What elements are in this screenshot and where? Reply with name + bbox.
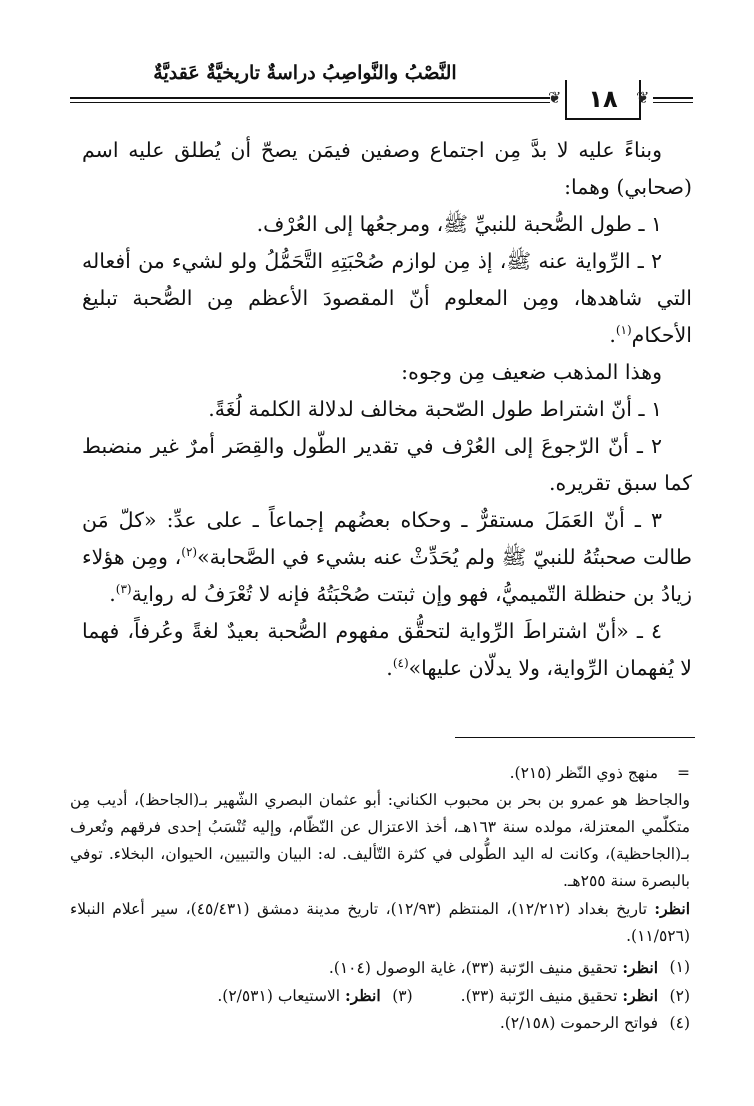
paragraph: وبناءً عليه لا بدَّ مِن اجتماع وصفين فيمَن يصحّ أن يُطلق عليه اسم (صحابي) وهما: [82, 138, 692, 199]
page-number-box [565, 80, 641, 120]
paragraph-text: ٣ ـ أنّ العَمَلَ مستقرٌّ ـ وحكاه بعضُهم إجماعاً ـ على عدِّ: «كلّ مَن طالت صحبتُهُ للنبيّ ﷺ ولم يُحَدِّثْ عنه بشيء في الصَّحابة» [82, 508, 692, 569]
punctuation: . [109, 582, 116, 606]
footnote-3 [217, 982, 412, 1010]
footnote-marker: (١) [615, 323, 632, 338]
paragraph [82, 243, 692, 354]
paragraph-text: ٤ ـ «أنّ اشتراطَ الرِّواية لتحقُّق مفهوم الصُّحبة بعيدٌ لغةً وعُرفاً، فهما لا يُفهمان الرِّواية، ولا يدلّان عليها» [82, 619, 692, 680]
see-label: انظر: [622, 958, 658, 977]
footnote-row [70, 982, 690, 1010]
page-header [70, 62, 690, 122]
paragraph: ١ ـ أنّ اشتراط طول الصّحبة مخالف لدلالة الكلمة لُغَةً. [208, 397, 662, 421]
paragraph: ١ ـ طول الصُّحبة للنبيِّ ﷺ، ومرجعُها إلى العُرْف. [256, 212, 662, 236]
footnote-text: تاريخ بغداد (١٢/٢١٢)، المنتظم (١٢/٩٣)، تاريخ مدينة دمشق (٤٥/٤٣١)، سير أعلام النبلاء (١١/٥٢٦). [70, 900, 690, 945]
page-number: ١٨ [588, 85, 618, 113]
paragraph [82, 613, 692, 687]
footnotes [70, 760, 690, 1037]
footnote-marker: (٢) [181, 545, 198, 560]
footnote-number: (٤) [669, 1014, 690, 1032]
punctuation: . [609, 323, 616, 347]
footnote-text: الاستيعاب (٢/٥٣١). [217, 987, 346, 1005]
ornament-icon: ❦ [548, 88, 562, 107]
paragraph: ٢ ـ أنّ الرّجوعَ إلى العُرْف في تقدير الطّول والقِصَر أمرٌ غير منضبط كما سبق تقريره. [82, 434, 692, 495]
paragraph: وهذا المذهب ضعيف مِن وجوه: [401, 360, 662, 384]
footnote-number: (٣) [392, 987, 413, 1005]
header-tail-rule [653, 97, 693, 99]
footnote-4 [70, 1010, 690, 1037]
footnote-text: تحقيق منيف الرّتبة (٣٣). [460, 987, 623, 1005]
footnote-marker: (٣) [115, 582, 132, 597]
footnote-refs [70, 895, 690, 950]
punctuation: . [386, 656, 393, 680]
footnote-text: فواتح الرحموت (٢/١٥٨). [499, 1014, 658, 1032]
see-label: انظر: [622, 986, 658, 1005]
running-title: النَّصْبُ والنَّواصِبُ دراسةٌ تاريخيَّةٌ عَقديَّةٌ [153, 62, 457, 84]
footnote-1 [70, 954, 690, 982]
main-text [82, 132, 692, 687]
footnote-number: (١) [669, 958, 690, 976]
see-label: انظر: [345, 986, 381, 1005]
paragraph-text: ٢ ـ الرِّواية عنه ﷺ، إذ مِن لوازم صُحْبَتِهِ التَّحَمُّلُ ولو لشيء من أفعاله التي شاهدها، ومِن المعلوم أنّ المقصودَ الأعظم مِن الصُّحبة تبليغ الأحكام [82, 249, 692, 347]
paragraph [82, 502, 692, 613]
footnote-text: تحقيق منيف الرّتبة (٣٣)، غاية الوصول (١٠٤). [328, 959, 623, 977]
see-label: انظر: [654, 899, 690, 918]
footnote-continuation [70, 760, 690, 787]
footnote-text: منهج ذوي النّظر (٢١٥). [509, 764, 658, 782]
paragraph-text: ، ومِن هؤلاء زيادُ بن حنظلة التّميميُّ، فهو وإن ثبتت صُحْبَتُهُ فإنه لا تُعْرَفُ له رواية [82, 545, 692, 606]
header-rule [70, 97, 550, 99]
header-rule-thin [70, 102, 550, 103]
header-tail-rule-thin [653, 102, 693, 103]
footnote-text: والجاحظ هو عمرو بن بحر بن محبوب الكناني: أبو عثمان البصري الشّهير بـ(الجاحظ)، أديب مِن متكلّمي المعتزلة، مولده سنة ١٦٣هـ، أخذ الاعتزال عن النّظّام، وإليه تُنْسَبُ إحدى فرقهم وتُعرف بـ(الجاحظية)، وكانت له اليد الطُّولى في كثرة التّأليف. له: البيان والتبيين، الحيوان، البخلاء. توفي بالبصرة سنة ٢٥٥هـ. [70, 791, 690, 890]
footnote-2 [461, 982, 690, 1010]
footnote-marker: (٤) [392, 656, 409, 671]
ornament-icon: ❦ [636, 88, 650, 107]
continuation-mark: = [677, 764, 690, 782]
footnote-number: (٢) [669, 987, 690, 1005]
footnote-separator [455, 737, 695, 738]
